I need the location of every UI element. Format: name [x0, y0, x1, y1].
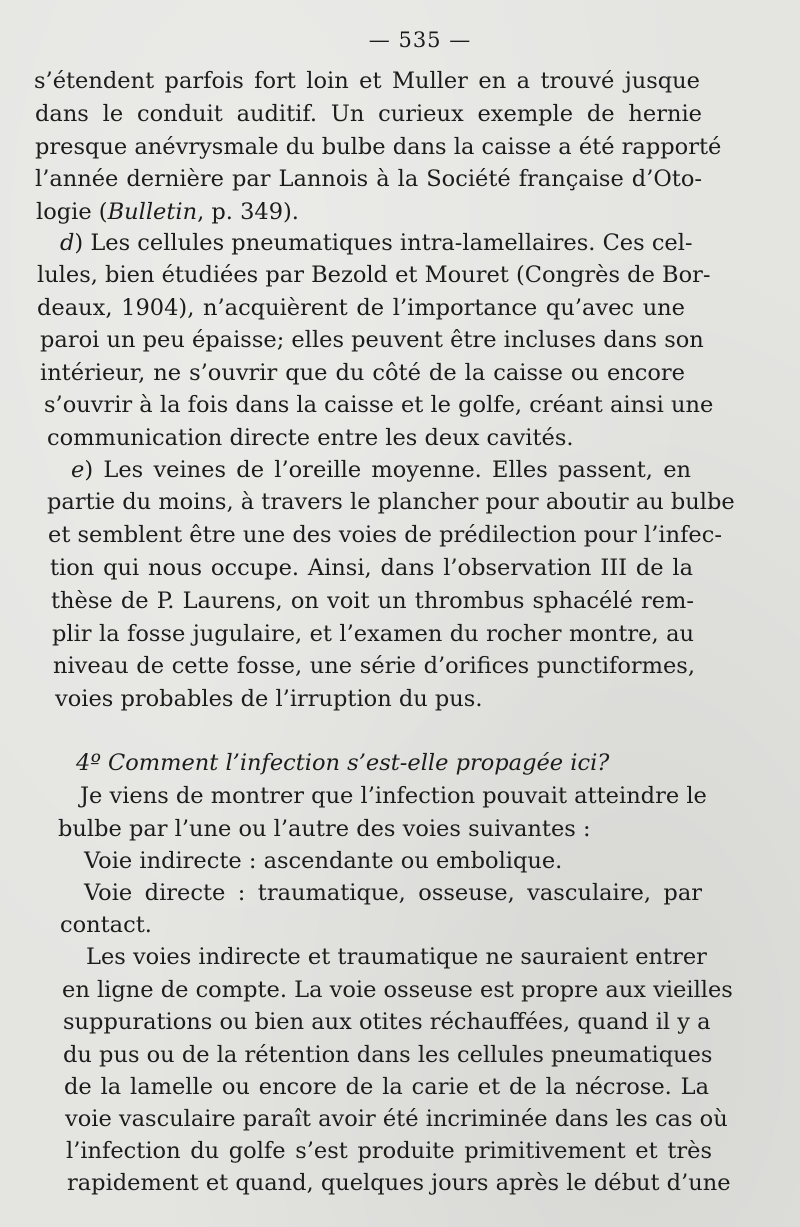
text-line: Je viens de montrer que l’infection pouvait atteindre le — [80, 783, 707, 809]
text-line: presque anévrysmale du bulbe dans la caisse a été rapporté — [35, 134, 722, 160]
text-line: l’année dernière par Lannois à la Société française d’Oto- — [35, 166, 702, 192]
text-line: paroi un peu épaisse; elles peuvent être incluses dans son — [40, 327, 704, 353]
text-line: plir la fosse jugulaire, et l’examen du rocher montre, au — [52, 621, 694, 647]
text-line: deaux, 1904), n’acquièrent de l’importance qu’avec une — [37, 295, 685, 321]
text-line: suppurations ou bien aux otites réchauffées, quand il y a — [63, 1009, 711, 1035]
text-line: logie (Bulletin, p. 349). — [36, 199, 299, 225]
text-line: partie du moins, à travers le plancher pour aboutir au bulbe — [47, 489, 735, 515]
text-line: dans le conduit auditif. Un curieux exemple de hernie — [35, 101, 702, 127]
text-line: du pus ou de la rétention dans les cellules pneumatiques — [63, 1042, 713, 1068]
text-line: intérieur, ne s’ouvrir que du côté de la caisse ou encore — [40, 360, 685, 386]
text-line: et semblent être une des voies de prédilection pour l’infec- — [48, 522, 722, 548]
text-line: Voie directe : traumatique, osseuse, vasculaire, par — [84, 880, 702, 906]
text-line: voie vasculaire paraît avoir été incriminée dans les cas où — [65, 1106, 728, 1132]
text-line: de la lamelle ou encore de la carie et de la nécrose. La — [64, 1074, 709, 1100]
text-line: communication directe entre les deux cavités. — [47, 425, 574, 451]
text-line: s’étendent parfois fort loin et Muller en a trouvé jusque — [34, 68, 700, 94]
text-line: contact. — [60, 912, 152, 938]
text-line: rapidement et quand, quelques jours après le début d’une — [67, 1170, 731, 1196]
page-number: — 535 — — [368, 28, 472, 52]
text-line: Voie indirecte : ascendante ou embolique. — [84, 848, 563, 874]
text-line: d) Les cellules pneumatiques intra-lamellaires. Ces cel- — [60, 230, 693, 256]
section-heading: 4º Comment l’infection s’est-elle propagée ici? — [76, 750, 610, 776]
text-line: voies probables de l’irruption du pus. — [55, 686, 483, 712]
text-line: bulbe par l’une ou l’autre des voies suivantes : — [58, 816, 591, 842]
text-line: thèse de P. Laurens, on voit un thrombus sphacélé rem- — [51, 588, 694, 614]
text-line: en ligne de compte. La voie osseuse est propre aux vieilles — [62, 977, 733, 1003]
text-line: l’infection du golfe s’est produite primitivement et très — [66, 1138, 712, 1164]
text-line: tion qui nous occupe. Ainsi, dans l’observation III de la — [50, 555, 693, 581]
text-line: s’ouvrir à la fois dans la caisse et le golfe, créant ainsi une — [44, 392, 714, 418]
text-line: niveau de cette fosse, une série d’orifices punctiformes, — [53, 653, 695, 679]
text-line: lules, bien étudiées par Bezold et Mouret (Congrès de Bor- — [37, 262, 711, 288]
text-line: Les voies indirecte et traumatique ne sauraient entrer — [86, 944, 707, 970]
text-line: e) Les veines de l’oreille moyenne. Elles passent, en — [71, 457, 691, 483]
